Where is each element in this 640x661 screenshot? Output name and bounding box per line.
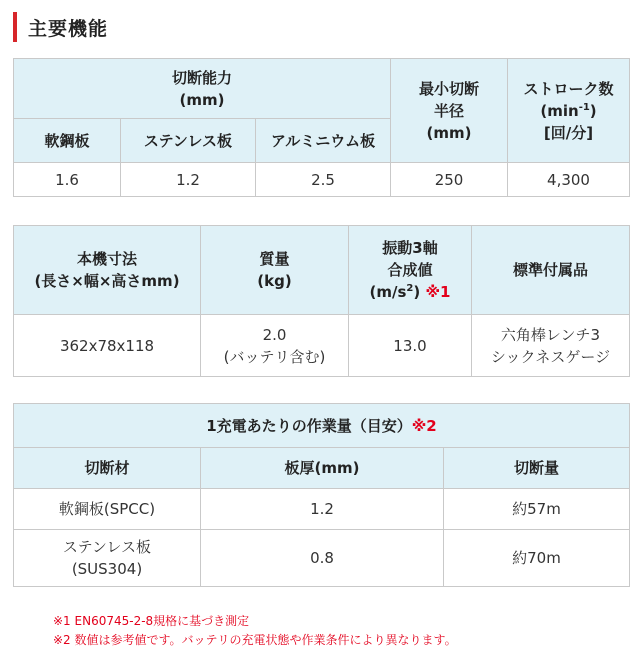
mass-value: 2.0 (バッテリ含む) bbox=[201, 315, 349, 377]
amount-value: 約70m bbox=[444, 530, 630, 587]
body-spec-table bbox=[13, 225, 630, 377]
aluminum-value: 2.5 bbox=[256, 163, 391, 197]
table-row bbox=[14, 530, 630, 587]
material-value: 軟鋼板(SPCC) bbox=[14, 489, 201, 530]
dimensions-value: 362x78x118 bbox=[14, 315, 201, 377]
material-value: ステンレス板 (SUS304) bbox=[14, 530, 201, 587]
work-amount-note-mark: ※2 bbox=[411, 416, 437, 435]
accessories-value: 六角棒レンチ3 シックネスゲージ bbox=[472, 315, 630, 377]
stainless-header: ステンレス板 bbox=[121, 119, 256, 163]
min-radius-header: 最小切断 半径 (mm) bbox=[391, 59, 508, 163]
min-radius-value: 250 bbox=[391, 163, 508, 197]
footnote: ※1 EN60745-2-8規格に基づき測定 bbox=[53, 614, 250, 628]
section-header bbox=[13, 11, 108, 43]
vibration-header: 振動3軸 合成値 $(m/s^2)$ ※1 bbox=[349, 226, 472, 315]
amount-header: 切断量 bbox=[444, 448, 630, 489]
footnotes bbox=[53, 612, 457, 650]
material-header: 切断材 bbox=[14, 448, 201, 489]
accessories-header: 標準付属品 bbox=[472, 226, 630, 315]
dimensions-header: 本機寸法 (長さ×幅×高さmm) bbox=[14, 226, 201, 315]
accent-bar bbox=[13, 12, 17, 42]
footnote: ※2 数値は参考値です。バッテリの充電状態や作業条件により異なります。 bbox=[53, 633, 457, 647]
aluminum-header: アルミニウム板 bbox=[256, 119, 391, 163]
amount-value: 約57m bbox=[444, 489, 630, 530]
work-amount-title: 1充電あたりの作業量（目安）※2 bbox=[14, 404, 630, 448]
stroke-value: 4,300 bbox=[508, 163, 630, 197]
work-amount-table bbox=[13, 403, 630, 587]
mild-steel-header: 軟鋼板 bbox=[14, 119, 121, 163]
cutting-spec-table bbox=[13, 58, 630, 197]
vibration-note-mark: ※1 bbox=[425, 283, 451, 301]
stroke-header: ストローク数 $(\min^{-1})$ [回/分] bbox=[508, 59, 630, 163]
thickness-value: 0.8 bbox=[201, 530, 444, 587]
section-title: 主要機能 bbox=[28, 17, 109, 40]
vibration-value: 13.0 bbox=[349, 315, 472, 377]
thickness-header: 板厚(mm) bbox=[201, 448, 444, 489]
mild-steel-value: 1.6 bbox=[14, 163, 121, 197]
cut-capacity-header: 切断能力 (mm) bbox=[14, 59, 391, 119]
mass-header: 質量 (kg) bbox=[201, 226, 349, 315]
thickness-value: 1.2 bbox=[201, 489, 444, 530]
stainless-value: 1.2 bbox=[121, 163, 256, 197]
table-row bbox=[14, 489, 630, 530]
